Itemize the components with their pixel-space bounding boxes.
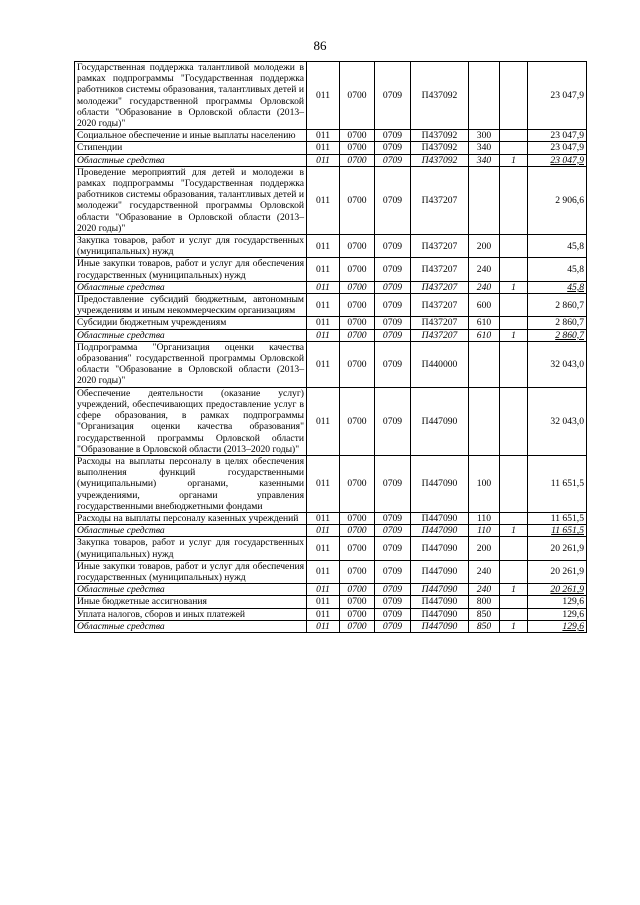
target-article-cell: П437092 (411, 130, 469, 142)
ministry-code-cell: 011 (307, 584, 340, 596)
expense-type-cell: 600 (469, 294, 500, 317)
target-article-cell: П437207 (411, 294, 469, 317)
ministry-code-cell: 011 (307, 258, 340, 281)
section-code-cell: 0700 (340, 142, 375, 154)
ministry-code-cell: 011 (307, 512, 340, 524)
table-row (75, 525, 587, 537)
amount-cell: 23 047,9 (528, 130, 587, 142)
ministry-code-cell: 011 (307, 560, 340, 583)
section-code-cell: 0700 (340, 258, 375, 281)
amount-cell: 2 906,6 (528, 166, 587, 234)
table-row (75, 608, 587, 620)
target-article-cell: П447090 (411, 512, 469, 524)
section-code-cell: 0700 (340, 584, 375, 596)
table-row (75, 329, 587, 341)
section-code-cell: 0700 (340, 281, 375, 293)
target-article-cell: П437207 (411, 329, 469, 341)
expense-type-cell (469, 387, 500, 455)
funding-source-cell (500, 235, 528, 258)
amount-cell: 23 047,9 (528, 154, 587, 166)
ministry-code-cell: 011 (307, 235, 340, 258)
funding-source-cell: 1 (500, 620, 528, 632)
subsection-code-cell: 0709 (375, 387, 411, 455)
subsection-code-cell: 0709 (375, 130, 411, 142)
ministry-code-cell: 011 (307, 341, 340, 387)
section-code-cell: 0700 (340, 512, 375, 524)
budget-table-body (75, 62, 587, 633)
section-code-cell: 0700 (340, 560, 375, 583)
subsection-code-cell: 0709 (375, 281, 411, 293)
section-code-cell: 0700 (340, 235, 375, 258)
expense-name-cell: Социальное обеспечение и иные выплаты населению (75, 130, 307, 142)
table-row (75, 258, 587, 281)
page-number: 86 (313, 38, 327, 53)
expense-name-cell: Областные средства (75, 154, 307, 166)
subsection-code-cell: 0709 (375, 512, 411, 524)
expense-type-cell: 240 (469, 560, 500, 583)
target-article-cell: П447090 (411, 596, 469, 608)
ministry-code-cell: 011 (307, 166, 340, 234)
expense-type-cell: 300 (469, 130, 500, 142)
amount-cell: 45,8 (528, 258, 587, 281)
expense-type-cell: 340 (469, 142, 500, 154)
table-row (75, 512, 587, 524)
ministry-code-cell: 011 (307, 317, 340, 329)
funding-source-cell (500, 537, 528, 560)
section-code-cell: 0700 (340, 341, 375, 387)
subsection-code-cell: 0709 (375, 584, 411, 596)
subsection-code-cell: 0709 (375, 317, 411, 329)
expense-name-cell: Стипендии (75, 142, 307, 154)
expense-name-cell: Областные средства (75, 281, 307, 293)
expense-name-cell: Иные бюджетные ассигнования (75, 596, 307, 608)
ministry-code-cell: 011 (307, 281, 340, 293)
expense-name-cell: Расходы на выплаты персоналу в целях обеспечения выполнения функций государственными (муниципальными) органами, казенными учреждениями, органами управления государственными внебюджетными фондами (75, 455, 307, 512)
subsection-code-cell: 0709 (375, 608, 411, 620)
funding-source-cell: 1 (500, 525, 528, 537)
funding-source-cell (500, 294, 528, 317)
funding-source-cell (500, 166, 528, 234)
ministry-code-cell: 011 (307, 387, 340, 455)
target-article-cell: П437092 (411, 154, 469, 166)
expense-name-cell: Уплата налогов, сборов и иных платежей (75, 608, 307, 620)
expense-type-cell: 850 (469, 620, 500, 632)
funding-source-cell (500, 608, 528, 620)
section-code-cell: 0700 (340, 154, 375, 166)
amount-cell: 129,6 (528, 596, 587, 608)
expense-type-cell: 340 (469, 154, 500, 166)
table-row (75, 560, 587, 583)
expense-type-cell: 610 (469, 317, 500, 329)
amount-cell: 23 047,9 (528, 62, 587, 130)
amount-cell: 32 043,0 (528, 341, 587, 387)
target-article-cell: П447090 (411, 525, 469, 537)
subsection-code-cell: 0709 (375, 537, 411, 560)
amount-cell: 20 261,9 (528, 537, 587, 560)
amount-cell: 45,8 (528, 235, 587, 258)
funding-source-cell (500, 130, 528, 142)
section-code-cell: 0700 (340, 537, 375, 560)
target-article-cell: П447090 (411, 537, 469, 560)
target-article-cell: П437207 (411, 317, 469, 329)
ministry-code-cell: 011 (307, 525, 340, 537)
expense-name-cell: Предоставление субсидий бюджетным, автономным учреждениям и иным некоммерческим организациям (75, 294, 307, 317)
target-article-cell: П447090 (411, 455, 469, 512)
funding-source-cell (500, 560, 528, 583)
target-article-cell: П437092 (411, 62, 469, 130)
section-code-cell: 0700 (340, 317, 375, 329)
table-row (75, 154, 587, 166)
table-row (75, 620, 587, 632)
section-code-cell: 0700 (340, 387, 375, 455)
funding-source-cell (500, 341, 528, 387)
section-code-cell: 0700 (340, 596, 375, 608)
target-article-cell: П437207 (411, 258, 469, 281)
expense-type-cell: 100 (469, 455, 500, 512)
table-row (75, 62, 587, 130)
funding-source-cell (500, 455, 528, 512)
subsection-code-cell: 0709 (375, 258, 411, 281)
table-row (75, 387, 587, 455)
table-row (75, 130, 587, 142)
section-code-cell: 0700 (340, 329, 375, 341)
ministry-code-cell: 011 (307, 596, 340, 608)
ministry-code-cell: 011 (307, 154, 340, 166)
expense-name-cell: Подпрограмма "Организация оценки качества образования" государственной программы Орловской области "Образование в Орловской области (2013–2020 годы)" (75, 341, 307, 387)
table-row (75, 537, 587, 560)
table-row (75, 142, 587, 154)
table-row (75, 166, 587, 234)
table-row (75, 455, 587, 512)
section-code-cell: 0700 (340, 130, 375, 142)
amount-cell: 129,6 (528, 620, 587, 632)
subsection-code-cell: 0709 (375, 235, 411, 258)
subsection-code-cell: 0709 (375, 341, 411, 387)
funding-source-cell (500, 512, 528, 524)
expense-type-cell: 110 (469, 525, 500, 537)
subsection-code-cell: 0709 (375, 455, 411, 512)
ministry-code-cell: 011 (307, 455, 340, 512)
target-article-cell: П440000 (411, 341, 469, 387)
target-article-cell: П437092 (411, 142, 469, 154)
target-article-cell: П437207 (411, 235, 469, 258)
section-code-cell: 0700 (340, 166, 375, 234)
expense-name-cell: Областные средства (75, 525, 307, 537)
expense-type-cell (469, 166, 500, 234)
ministry-code-cell: 011 (307, 329, 340, 341)
funding-source-cell: 1 (500, 584, 528, 596)
subsection-code-cell: 0709 (375, 142, 411, 154)
funding-source-cell: 1 (500, 329, 528, 341)
section-code-cell: 0700 (340, 455, 375, 512)
expense-type-cell: 240 (469, 258, 500, 281)
expense-name-cell: Областные средства (75, 584, 307, 596)
expense-type-cell: 240 (469, 584, 500, 596)
funding-source-cell (500, 142, 528, 154)
expense-type-cell: 610 (469, 329, 500, 341)
target-article-cell: П447090 (411, 620, 469, 632)
expense-name-cell: Проведение мероприятий для детей и молодежи в рамках подпрограммы "Государственная поддержка работников системы образования, талантливых детей и молодежи" государственной программы Орловской области "Образование в Орловской области (2013–2020 годы)" (75, 166, 307, 234)
subsection-code-cell: 0709 (375, 620, 411, 632)
expense-type-cell: 240 (469, 281, 500, 293)
table-row (75, 281, 587, 293)
target-article-cell: П437207 (411, 281, 469, 293)
section-code-cell: 0700 (340, 62, 375, 130)
subsection-code-cell: 0709 (375, 166, 411, 234)
amount-cell: 20 261,9 (528, 584, 587, 596)
amount-cell: 23 047,9 (528, 142, 587, 154)
ministry-code-cell: 011 (307, 62, 340, 130)
funding-source-cell (500, 258, 528, 281)
amount-cell: 2 860,7 (528, 294, 587, 317)
table-row (75, 294, 587, 317)
funding-source-cell (500, 317, 528, 329)
expense-name-cell: Расходы на выплаты персоналу казенных учреждений (75, 512, 307, 524)
funding-source-cell: 1 (500, 281, 528, 293)
amount-cell: 2 860,7 (528, 329, 587, 341)
subsection-code-cell: 0709 (375, 560, 411, 583)
expense-name-cell: Иные закупки товаров, работ и услуг для обеспечения государственных (муниципальных) нужд (75, 560, 307, 583)
ministry-code-cell: 011 (307, 620, 340, 632)
expense-type-cell: 200 (469, 235, 500, 258)
amount-cell: 129,6 (528, 608, 587, 620)
target-article-cell: П447090 (411, 608, 469, 620)
expense-name-cell: Областные средства (75, 620, 307, 632)
ministry-code-cell: 011 (307, 608, 340, 620)
expense-name-cell: Областные средства (75, 329, 307, 341)
expense-type-cell: 200 (469, 537, 500, 560)
funding-source-cell (500, 62, 528, 130)
subsection-code-cell: 0709 (375, 525, 411, 537)
amount-cell: 2 860,7 (528, 317, 587, 329)
subsection-code-cell: 0709 (375, 62, 411, 130)
target-article-cell: П437207 (411, 166, 469, 234)
amount-cell: 11 651,5 (528, 525, 587, 537)
table-row (75, 584, 587, 596)
section-code-cell: 0700 (340, 620, 375, 632)
expense-name-cell: Иные закупки товаров, работ и услуг для обеспечения государственных (муниципальных) нужд (75, 258, 307, 281)
table-row (75, 317, 587, 329)
ministry-code-cell: 011 (307, 537, 340, 560)
ministry-code-cell: 011 (307, 130, 340, 142)
expense-name-cell: Закупка товаров, работ и услуг для государственных (муниципальных) нужд (75, 537, 307, 560)
section-code-cell: 0700 (340, 525, 375, 537)
table-row (75, 596, 587, 608)
budget-table (74, 61, 587, 633)
expense-name-cell: Закупка товаров, работ и услуг для государственных (муниципальных) нужд (75, 235, 307, 258)
expense-type-cell: 850 (469, 608, 500, 620)
table-row (75, 235, 587, 258)
section-code-cell: 0700 (340, 294, 375, 317)
funding-source-cell: 1 (500, 154, 528, 166)
target-article-cell: П447090 (411, 387, 469, 455)
ministry-code-cell: 011 (307, 142, 340, 154)
expense-name-cell: Обеспечение деятельности (оказание услуг) учреждений, обеспечивающих предоставление услуг в сфере образования, в рамках подпрограммы "Организация оценки качества образования" государственной программы Орловской области "Образование в Орловской области (2013–2020 годы)" (75, 387, 307, 455)
expense-type-cell (469, 341, 500, 387)
subsection-code-cell: 0709 (375, 596, 411, 608)
funding-source-cell (500, 387, 528, 455)
subsection-code-cell: 0709 (375, 294, 411, 317)
amount-cell: 11 651,5 (528, 512, 587, 524)
section-code-cell: 0700 (340, 608, 375, 620)
target-article-cell: П447090 (411, 560, 469, 583)
funding-source-cell (500, 596, 528, 608)
amount-cell: 20 261,9 (528, 560, 587, 583)
amount-cell: 32 043,0 (528, 387, 587, 455)
expense-type-cell: 110 (469, 512, 500, 524)
expense-name-cell: Государственная поддержка талантливой молодежи в рамках подпрограммы "Государственная поддержка работников системы образования, талантливых детей и молодежи" государственной программы Орловской области "Образование в Орловской области (2013–2020 годы)" (75, 62, 307, 130)
table-row (75, 341, 587, 387)
subsection-code-cell: 0709 (375, 329, 411, 341)
expense-type-cell (469, 62, 500, 130)
expense-name-cell: Субсидии бюджетным учреждениям (75, 317, 307, 329)
amount-cell: 11 651,5 (528, 455, 587, 512)
amount-cell: 45,8 (528, 281, 587, 293)
target-article-cell: П447090 (411, 584, 469, 596)
subsection-code-cell: 0709 (375, 154, 411, 166)
ministry-code-cell: 011 (307, 294, 340, 317)
expense-type-cell: 800 (469, 596, 500, 608)
